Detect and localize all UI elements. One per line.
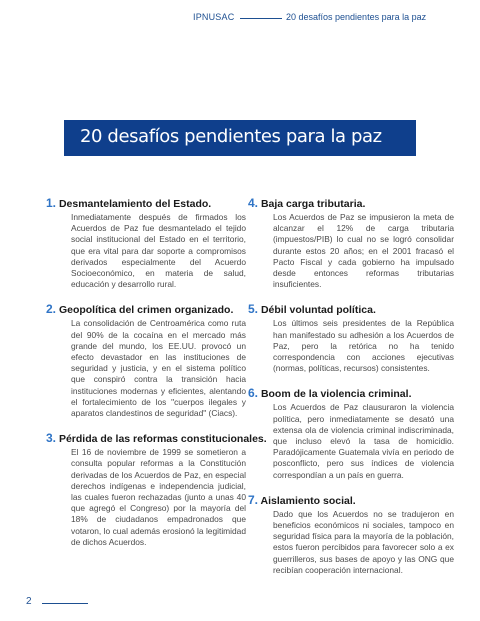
section-number: 5. [248, 302, 259, 317]
section-heading [248, 386, 454, 400]
section-6 [248, 386, 454, 480]
section-body: La consolidación de Centroamérica como ruta del 90% de la cocaína en el mercado más grande del mundo, los EE.UU. provocó un efecto devastador en las instituciones de seguridad y justicia, y en el sistema político que conspiró contra la transición hacia instituciones modernas y eficientes, alentando el fortalecimiento de los "cuerpos ilegales y aparatos clandestinos de seguridad" (Ciacs). [71, 318, 246, 419]
section-heading [248, 493, 454, 507]
section-1 [46, 196, 246, 290]
header-org: IPNUSAC [193, 12, 235, 22]
section-title: Débil voluntad política. [260, 304, 376, 317]
footer-rule [42, 603, 88, 604]
section-7 [248, 493, 454, 576]
section-title: Aislamiento social. [260, 494, 356, 507]
section-body: Los Acuerdos de Paz se impusieron la meta de alcanzar el 12% de carga tributaria (impuestos/PIB) lo cual no se logró consolidar durante estos 20 años; en el 2001 fracasó el Pacto Fiscal y cada gobierno ha impulsado desde entonces reformas tributarias insuficientes. [273, 212, 454, 290]
title-banner [64, 120, 416, 156]
page-title: 20 desafíos pendientes para la paz [80, 126, 382, 147]
section-title: Baja carga tributaria. [260, 198, 366, 210]
header-rule [240, 18, 282, 19]
section-title: Desmantelamiento del Estado. [58, 198, 212, 210]
section-number: 4. [248, 196, 259, 210]
section-2 [46, 302, 246, 419]
right-column [248, 196, 454, 588]
section-heading [46, 302, 246, 316]
section-body: Dado que los Acuerdos no se tradujeron en beneficios económicos ni sociales, tampoco en seguridad física para la mayoría de la población, estos fueron percibidos para favorecer solo a ex guerrilleros, sus bases de apoyo y las ONG que recibían cooperación internacional. [273, 508, 454, 575]
section-body: Los últimos seis presidentes de la República han manifestado su adhesión a los Acuerdos de Paz, pero la retórica no ha tenido correspondencia con acciones ejecutivas (normas, políticas, recursos) consistentes. [273, 318, 454, 374]
section-body: Inmediatamente después de firmados los Acuerdos de Paz fue desmantelado el tejido social institucional del Estado en el territorio, que era vital para dar soporte a compromisos derivados especialmente del Acuerdo Socioeconómico, en materia de salud, educación y desarrollo rural. [71, 212, 246, 290]
section-number: 2. [46, 302, 57, 317]
section-title: Geopolítica del crimen organizado. [58, 304, 234, 317]
section-heading [248, 302, 454, 316]
section-body: El 16 de noviembre de 1999 se sometieron a consulta popular reformas a la Constitución derivadas de los Acuerdos de Paz, en especial derechos indígenas e independencia judicial, las cuales fueron rechazadas (junto a unas 40 que agregó el Congreso) por la mayoría del 18% de ciudadanos empadronados que votaron, lo cual además erosionó la legitimidad de dichos Acuerdos. [71, 447, 246, 547]
section-number: 6. [248, 386, 259, 401]
left-column [46, 196, 267, 560]
header-title: 20 desafíos pendientes para la paz [286, 12, 427, 22]
section-title: Boom de la violencia criminal. [260, 388, 412, 401]
section-3 [46, 431, 267, 548]
section-number: 3. [46, 431, 57, 446]
section-number: 7. [248, 492, 259, 507]
section-4 [248, 196, 454, 290]
section-heading [248, 196, 454, 210]
section-heading [46, 431, 267, 446]
section-number: 1. [46, 196, 57, 210]
section-heading [46, 196, 246, 210]
page-header [0, 12, 480, 28]
page-number: 2 [26, 596, 32, 607]
section-5 [248, 302, 454, 374]
section-title: Pérdida de las reformas constitucionales. [58, 433, 267, 446]
section-body: Los Acuerdos de Paz clausuraron la violencia política, pero inmediatamente se desató una extensa ola de violencia criminal indiscriminada, que incluso elevó la tasa de homicidio. Paradójicamente Guatemala vivía en periodo de posconflicto, pero sus índices de violencia correspondían a un país en guerra. [273, 402, 454, 480]
